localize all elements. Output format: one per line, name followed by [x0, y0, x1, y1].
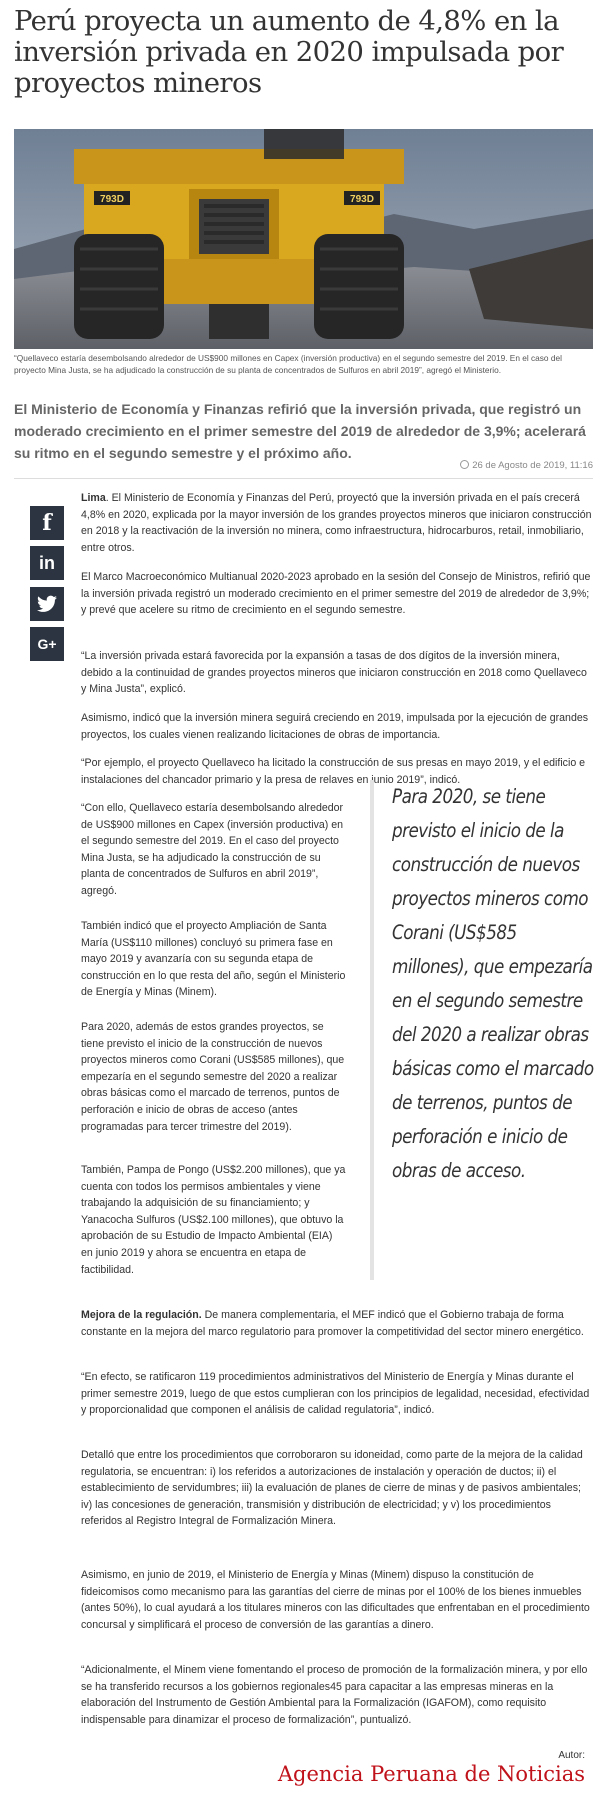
truck-number-right: 793D: [350, 194, 374, 205]
truck-number-left: 793D: [100, 194, 124, 205]
photo-caption: “Quellaveco estaría desembolsando alrededor de US$900 millones en Capex (inversión productiva) en el segundo semestre del 2019. En el caso del proyecto Mina Justa, se ha adjudicado la construcción de su planta de concentrados de Sulfuros en abril 2019”, agregó el Ministerio.: [14, 353, 562, 375]
dateline: Lima: [81, 492, 106, 504]
googleplus-icon: G+: [37, 636, 57, 652]
paragraph-5: “Por ejemplo, el proyecto Quellaveco ha licitado la construcción de sus presas en mayo 2019, y el edificio e instalaciones del chancador primario y la presa de relaves en junio 2019”, indicó.: [81, 757, 586, 786]
paragraph-2: El Marco Macroeconómico Multianual 2020-2023 aprobado en la sesión del Consejo de Ministros, refirió que la inversión privada registró un moderado crecimiento en el primer semestre del 2019 de alrededor de 3,9%; y prevé que acelere su ritmo de crecimiento en el segundo semestre.: [81, 571, 591, 617]
paragraph-4: Asimismo, indicó que la inversión minera seguirá creciendo en 2019, impulsada por la ejecución de grandes proyectos, los cuales vienen realizando licitaciones de obras de importancia.: [81, 712, 589, 741]
paragraph-11: “En efecto, se ratificaron 119 procedimientos administrativos del Ministerio de Energía y Minas durante el primer semestre 2019, luego de que estos cumplieran con los principios de legalidad, necesidad, efectividad y proporcionalidad que componen el análisis de calidad regulatoria”, indicó.: [81, 1371, 590, 1417]
paragraph-10: Mejora de la regulación. De manera complementaria, el MEF indicó que el Gobierno trabaja de forma constante en la mejora del marco regulatorio para promover la competitividad del sector minero energético.: [81, 1309, 584, 1338]
paragraph-12: Detalló que entre los procedimientos que corroboraron su idoneidad, como parte de la mejora de la calidad regulatoria, se encuentran: i) los referidos a autorizaciones de instalación y operación de ductos; ii) el establecimiento de servidumbres; iii) la evaluación de planes de cierre de minas y de pasivos ambientales; iv) las concesiones de generación, transmisión y distribución de electricidad; y v) los procedimientos referidos al Registro Integral de Formalización Minera.: [81, 1449, 583, 1528]
paragraph-14: “Adicionalmente, el Minem viene fomentando el proceso de promoción de la formalización minera, y por ello se ha transferido recursos a los gobiernos regionales45 para capacitar a las empresas mineras en la elaboración del Instrumento de Gestión Ambiental para la Formalización (IGAFOM), como requisito indispensable para dinamizar el proceso de formalización”, puntualizó.: [81, 1664, 588, 1726]
paragraph-9: También, Pampa de Pongo (US$2.200 millones), que ya cuenta con todos los permisos ambientales y viene trabajando la adquisición de su financiamiento; y Yanacocha Sulfuros (US$2.100 millones), que obtuvo la aprobación de su Estudio de Impacto Ambiental (EIA) en junio 2019 y ahora se encuentra en etapa de factibilidad.: [81, 1164, 346, 1276]
facebook-share-button[interactable]: [30, 506, 64, 540]
facebook-icon: f: [42, 510, 52, 536]
paragraph-1: Lima. El Ministerio de Economía y Finanzas del Perú, proyectó que la inversión privada en el país crecerá 4,8% en 2020, explicada por la mayor inversión de los grandes proyectos mineros que iniciaron construcción en 2018 y la reactivación de la inversión no minera, como infraestructura, hidrocarburos, retail, inmobiliario, entre otros.: [81, 492, 592, 554]
pull-quote: Para 2020, se tiene previsto el inicio de la construcción de nuevos proyectos mineros como Corani (US$585 millones), que empezaría en el segundo semestre del 2020 a realizar obras básicas como el marcado de terrenos, puntos de perforación e inicio de obras de acceso.: [370, 780, 593, 1280]
clock-icon: [460, 460, 469, 469]
linkedin-icon: in: [39, 553, 55, 573]
paragraph-3: “La inversión privada estará favorecida por la expansión a tasas de dos dígitos de la inversión minera, debido a la continuidad de grandes proyectos mineros que iniciaron construcción en 2018 como Quellaveco y Mina Justa”, explicó.: [81, 650, 587, 696]
mining-truck-image: [14, 129, 593, 349]
twitter-share-button[interactable]: [30, 587, 64, 621]
author-agency: Agencia Peruana de Noticias: [277, 1762, 585, 1786]
paragraph-8: Para 2020, además de estos grandes proyectos, se tiene previsto el inicio de la construcción de nuevos proyectos mineros como Corani (US$585 millones), que empezaría en el segundo semestre del 2020 a realizar obras básicas como el marcado de terrenos, puntos de perforación e inicio de obras de acceso (antes programadas para tercer trimestre del 2019).: [81, 1021, 345, 1133]
twitter-icon: [37, 595, 57, 613]
article-deck: El Ministerio de Economía y Finanzas refirió que la inversión privada, que registró un moderado crecimiento en el primer semestre del 2019 de alrededor de 3,9%; acelerará su ritmo en el segundo semestre y el próximo año.: [14, 401, 586, 461]
paragraph-6: “Con ello, Quellaveco estaría desembolsando alrededor de US$900 millones en Capex (inversión productiva) en el segundo semestre del 2019. En el caso del proyecto Mina Justa, se ha adjudicado la construcción de su planta de concentrados de Sulfuros en abril 2019”, agregó.: [81, 802, 344, 897]
linkedin-share-button[interactable]: [30, 546, 64, 580]
publish-date: [460, 460, 593, 471]
googleplus-share-button[interactable]: [30, 627, 64, 661]
author-label: Autor:: [558, 1750, 585, 1761]
paragraph-13: Asimismo, en junio de 2019, el Ministerio de Energía y Minas (Minem) dispuso la constitución de fideicomisos como mecanismo para las garantías del cierre de minas por el 100% de los bienes inmuebles (antes 50%), lo cual ayudará a los titulares mineros con las dificultades que enfrentaban en el procedimiento concursal y simplificará el proceso de conversión de las garantías a dinero.: [81, 1569, 590, 1631]
paragraph-7: También indicó que el proyecto Ampliación de Santa María (US$110 millones) concluyó su primera fase en mayo 2019 y avanzaría con su segunda etapa de construcción en lo que resta del año, según el Ministerio de Energía y Minas (Minem).: [81, 920, 346, 999]
date-text: 26 de Agosto de 2019, 11:16: [472, 460, 593, 471]
article-title: Perú proyecta un aumento de 4,8% en la inversión privada en 2020 impulsada por proyectos mineros: [14, 5, 564, 99]
article-photo: [14, 129, 593, 349]
section-heading: Mejora de la regulación.: [81, 1309, 202, 1321]
divider: [14, 478, 593, 479]
